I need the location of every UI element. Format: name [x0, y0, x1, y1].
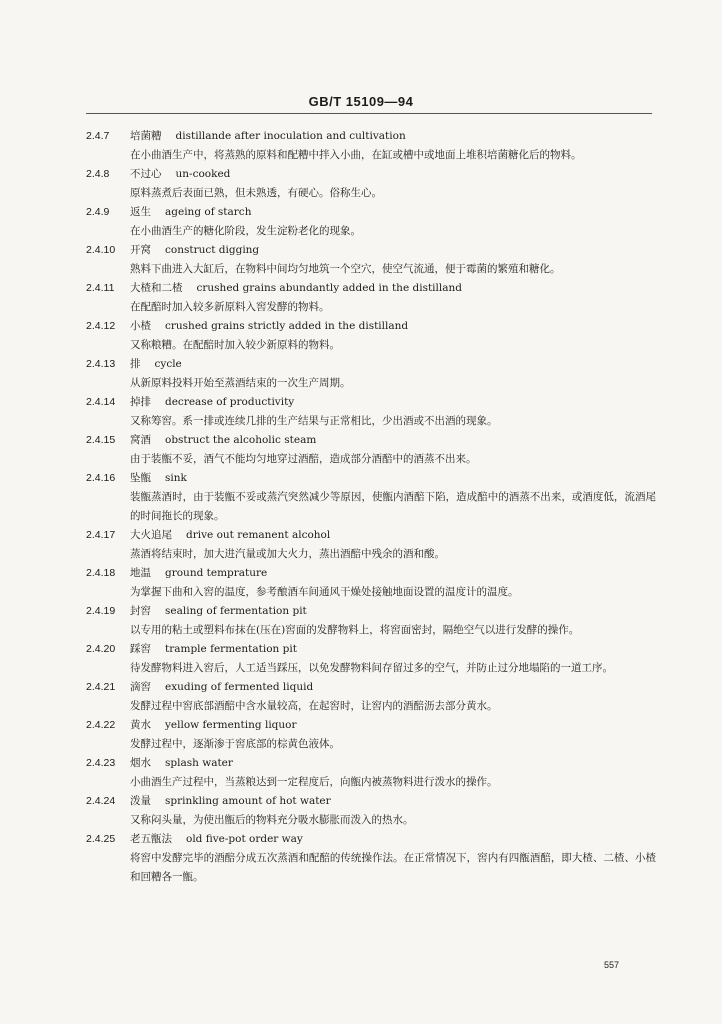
term-english: crushed grains abundantly added in the distilland	[196, 282, 463, 294]
term-definition: 蒸酒将结束时，加大进汽量或加大火力，蒸出酒醅中残余的酒和酸。	[130, 548, 445, 560]
term-chinese: 滴窖	[130, 681, 151, 693]
term-number: 2.4.12	[86, 320, 116, 332]
term-entry	[86, 317, 656, 355]
term-entry-head	[86, 678, 656, 697]
term-entry-head	[86, 754, 656, 773]
term-chinese: 烟水	[130, 757, 151, 769]
term-entry-head	[86, 469, 656, 488]
term-english: trample fermentation pit	[165, 643, 297, 655]
term-number: 2.4.18	[86, 567, 116, 579]
term-entry	[86, 792, 656, 830]
term-english: decrease of productivity	[165, 396, 295, 408]
term-number: 2.4.23	[86, 757, 116, 769]
term-english: ground temprature	[165, 567, 268, 579]
term-chinese: 窝酒	[130, 434, 151, 446]
term-chinese: 小楂	[130, 320, 151, 332]
term-chinese: 大楂和二楂	[130, 282, 183, 294]
term-entry	[86, 165, 656, 203]
term-english: old five-pot order way	[186, 833, 303, 845]
term-definition: 原料蒸煮后表面已熟，但未熟透，有硬心。俗称生心。	[130, 187, 382, 199]
term-definition: 又称筹窖。系一排或连续几排的生产结果与正常相比，少出酒或不出酒的现象。	[130, 415, 498, 427]
term-number: 2.4.25	[86, 833, 116, 845]
term-entry	[86, 355, 656, 393]
term-entry-head	[86, 431, 656, 450]
term-definition: 熟料下曲进入大缸后，在物料中间均匀地筑一个空穴，使空气流通，便于霉菌的繁殖和糖化。	[130, 263, 561, 275]
term-english: construct digging	[165, 244, 260, 256]
term-entry-head	[86, 640, 656, 659]
term-english: sprinkling amount of hot water	[165, 795, 331, 807]
term-chinese: 黄水	[130, 719, 151, 731]
term-chinese: 排	[130, 358, 141, 370]
term-definition: 小曲酒生产过程中，当蒸粮达到一定程度后，向甑内被蒸物料进行泼水的操作。	[130, 776, 498, 788]
term-entry-head	[86, 393, 656, 412]
term-entry	[86, 526, 656, 564]
term-entry	[86, 203, 656, 241]
term-definition: 在小曲酒生产中，将蒸熟的原料和配糟中拌入小曲，在缸或槽中或地面上堆积培菌糖化后的物料。	[130, 149, 582, 161]
term-number: 2.4.14	[86, 396, 116, 408]
term-entry-head	[86, 716, 656, 735]
term-english: un-cooked	[175, 168, 231, 180]
term-entry-head	[86, 241, 656, 260]
term-entry-head	[86, 127, 656, 146]
term-chinese: 大火追尾	[130, 529, 172, 541]
term-english: splash water	[165, 757, 233, 769]
term-definition: 又称粮糟。在配醅时加入较少新原料的物料。	[130, 339, 340, 351]
term-chinese: 地温	[130, 567, 151, 579]
term-chinese: 封窖	[130, 605, 151, 617]
term-number: 2.4.24	[86, 795, 116, 807]
term-entry-head	[86, 279, 656, 298]
term-english: ageing of starch	[165, 206, 252, 218]
term-definition: 又称闷头量，为使出甑后的物料充分吸水膨胀而泼入的热水。	[130, 814, 414, 826]
term-number: 2.4.10	[86, 244, 116, 256]
term-number: 2.4.8	[86, 168, 110, 180]
term-english: drive out remanent alcohol	[186, 529, 331, 541]
term-number: 2.4.7	[86, 130, 110, 142]
term-entry	[86, 754, 656, 792]
term-english: yellow fermenting liquor	[165, 719, 297, 731]
document-header: GB/T 15109—94	[308, 94, 414, 109]
term-chinese: 坠甑	[130, 472, 151, 484]
term-chinese: 踩窖	[130, 643, 151, 655]
term-entry	[86, 830, 656, 887]
header-rule	[86, 113, 652, 114]
term-chinese: 泼量	[130, 795, 151, 807]
term-english: sink	[165, 472, 187, 484]
term-entry	[86, 564, 656, 602]
term-definition: 将窖中发酵完毕的酒醅分成五次蒸酒和配醅的传统操作法。在正常情况下，窖内有四甑酒醅，即大楂、二楂、小楂和回糟各一甑。	[130, 852, 656, 883]
page-number: 557	[604, 960, 620, 970]
term-entry	[86, 602, 656, 640]
term-english: cycle	[154, 358, 182, 370]
term-entry-head	[86, 526, 656, 545]
entries-list	[86, 127, 656, 887]
term-chinese: 培菌糟	[130, 130, 162, 142]
term-entry-head	[86, 165, 656, 184]
term-entry	[86, 393, 656, 431]
term-entry	[86, 716, 656, 754]
term-number: 2.4.21	[86, 681, 116, 693]
term-definition: 发酵过程中，逐渐渗于窖底部的棕黄色液体。	[130, 738, 340, 750]
term-entry-head	[86, 317, 656, 336]
term-entry	[86, 127, 656, 165]
term-definition: 由于装甑不妥，酒气不能均匀地穿过酒醅，造成部分酒醅中的酒蒸不出来。	[130, 453, 477, 465]
term-entry	[86, 241, 656, 279]
term-number: 2.4.11	[86, 282, 115, 294]
term-definition: 为掌握下曲和入窖的温度，参考酿酒车间通风干燥处接触地面设置的温度计的温度。	[130, 586, 519, 598]
term-definition: 从新原料投料开始至蒸酒结束的一次生产周期。	[130, 377, 351, 389]
term-entry-head	[86, 602, 656, 621]
term-number: 2.4.13	[86, 358, 116, 370]
term-entry	[86, 279, 656, 317]
term-entry-head	[86, 792, 656, 811]
term-definition: 以专用的粘土或塑料布抹在(压在)窖面的发酵物料上，将窖面密封，隔绝空气以进行发酵的操作。	[130, 624, 580, 636]
term-definition: 装甑蒸酒时，由于装甑不妥或蒸汽突然减少等原因，使甑内酒醅下陷，造成醅中的酒蒸不出来，或酒度低，流酒尾的时间拖长的现象。	[130, 491, 656, 522]
term-chinese: 掉排	[130, 396, 151, 408]
term-number: 2.4.17	[86, 529, 116, 541]
term-definition: 待发酵物料进入窖后，人工适当踩压，以免发酵物料间存留过多的空气，并防止过分地塌陷的一道工序。	[130, 662, 613, 674]
term-definition: 在配醅时加入较多新原料入窖发酵的物料。	[130, 301, 330, 313]
term-chinese: 老五甑法	[130, 833, 172, 845]
term-entry-head	[86, 203, 656, 222]
term-definition: 在小曲酒生产的糖化阶段，发生淀粉老化的现象。	[130, 225, 361, 237]
term-entry-head	[86, 830, 656, 849]
term-number: 2.4.20	[86, 643, 116, 655]
term-entry	[86, 640, 656, 678]
term-number: 2.4.15	[86, 434, 116, 446]
term-chinese: 不过心	[130, 168, 162, 180]
term-entry	[86, 678, 656, 716]
term-entry	[86, 431, 656, 469]
term-definition: 发酵过程中窖底部酒醅中含水量较高，在起窖时，让窖内的酒醅沥去部分黄水。	[130, 700, 498, 712]
term-number: 2.4.19	[86, 605, 116, 617]
term-english: obstruct the alcoholic steam	[165, 434, 317, 446]
term-entry	[86, 469, 656, 526]
term-number: 2.4.22	[86, 719, 116, 731]
term-english: exuding of fermented liquid	[165, 681, 314, 693]
term-entry-head	[86, 564, 656, 583]
term-chinese: 返生	[130, 206, 151, 218]
term-english: sealing of fermentation pit	[165, 605, 307, 617]
term-entry-head	[86, 355, 656, 374]
term-number: 2.4.9	[86, 206, 110, 218]
term-english: crushed grains strictly added in the distilland	[165, 320, 409, 332]
term-number: 2.4.16	[86, 472, 116, 484]
term-english: distillande after inoculation and cultivation	[175, 130, 406, 142]
term-chinese: 开窝	[130, 244, 151, 256]
